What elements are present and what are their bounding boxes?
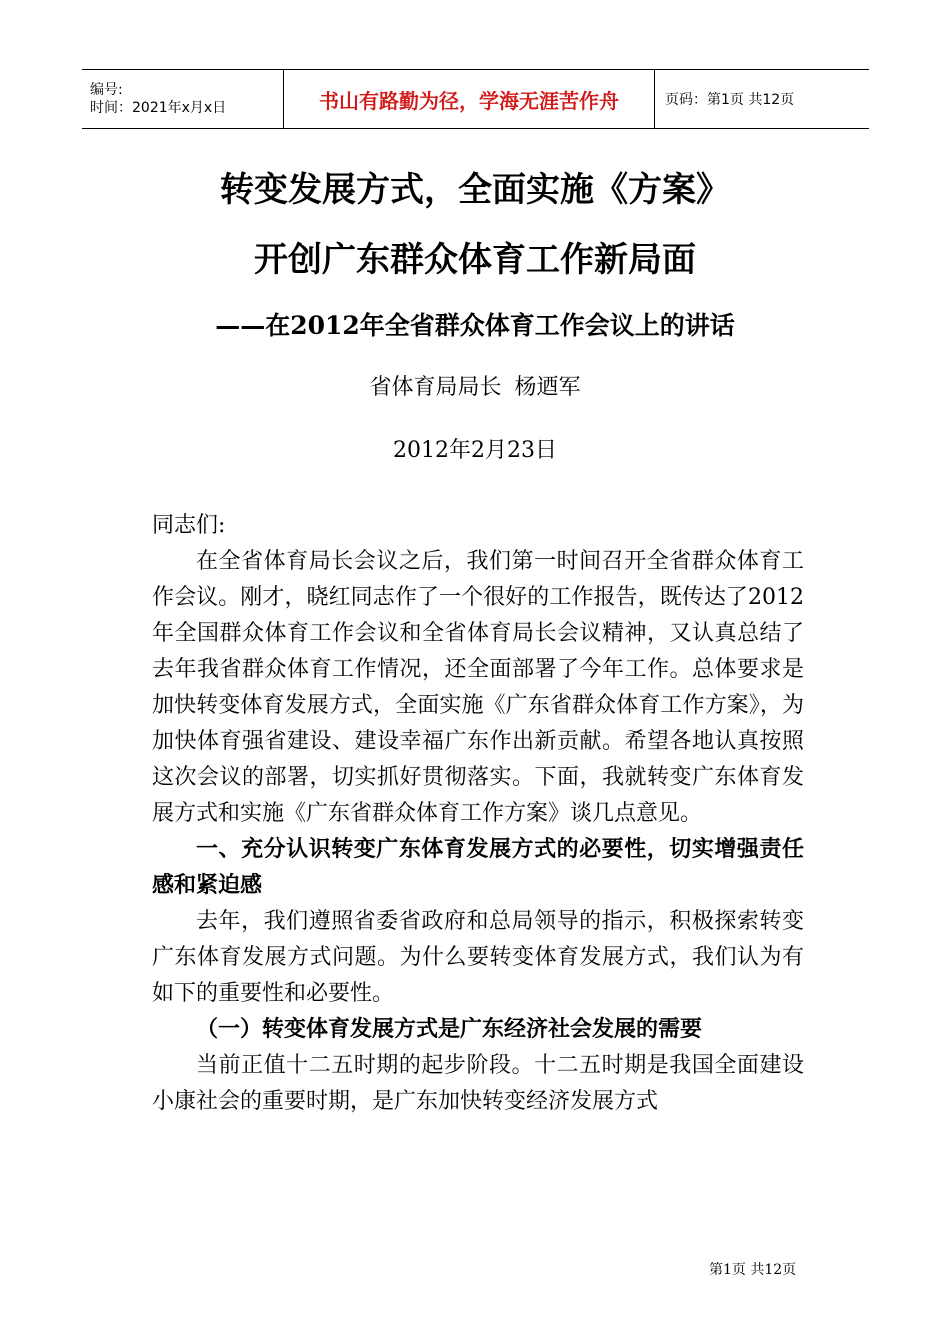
page-info-text: 页码：第1页 共12页 [665, 92, 795, 108]
document-number-label: 编号: [90, 82, 123, 98]
header-motto [283, 70, 655, 128]
body-paragraph: 在全省体育局长会议之后，我们第一时间召开全省群众体育工作会议。刚才，晓红同志作了一个很好的工作报告，既传达了2012年全国群众体育工作会议和全省体育局长会议精神，又认真总结了去年我省群众体育工作情况，还全面部署了今年工作。总体要求是加快转变体育发展方式，全面实施《广东省群众体育工作方案》，为加快体育强省建设、建设幸福广东作出新贡献。希望各地认真按照这次会议的部署，切实抓好贯彻落实。下面，我就转变广东体育发展方式和实施《广东省群众体育工作方案》谈几点意见。 [152, 549, 804, 826]
body-paragraph: 当前正值十二五时期的起步阶段。十二五时期是我国全面建设小康社会的重要时期，是广东加快转变经济发展方式 [152, 1053, 804, 1114]
header-table [82, 69, 869, 129]
document-body [152, 508, 804, 1120]
header-page-info [655, 70, 869, 128]
document-date: 2012年2月23日 [393, 438, 557, 463]
document-author: 省体育局局长 杨迺军 [369, 375, 581, 400]
subsection-heading: （一）转变体育发展方式是广东经济社会发展的需要 [196, 1017, 703, 1042]
page-footer: 第1页 共12页 [709, 1262, 797, 1278]
body-paragraph: 去年，我们遵照省委省政府和总局领导的指示，积极探索转变广东体育发展方式问题。为什么要转变体育发展方式，我们认为有如下的重要性和必要性。 [152, 909, 804, 1006]
document-title-line2: 开创广东群众体育工作新局面 [254, 240, 696, 280]
motto-text: 书山有路勤为径，学海无涯苦作舟 [319, 88, 619, 113]
section-heading: 一、充分认识转变广东体育发展方式的必要性，切实增强责任感和紧迫感 [152, 837, 804, 898]
header-meta [82, 70, 283, 128]
document-subtitle: ——在2012年全省群众体育工作会议上的讲话 [215, 311, 735, 340]
document-title-line1: 转变发展方式，全面实施《方案》 [220, 170, 730, 210]
document-time-label: 时间：2021年x月x日 [90, 100, 227, 116]
salutation: 同志们: [152, 513, 226, 538]
